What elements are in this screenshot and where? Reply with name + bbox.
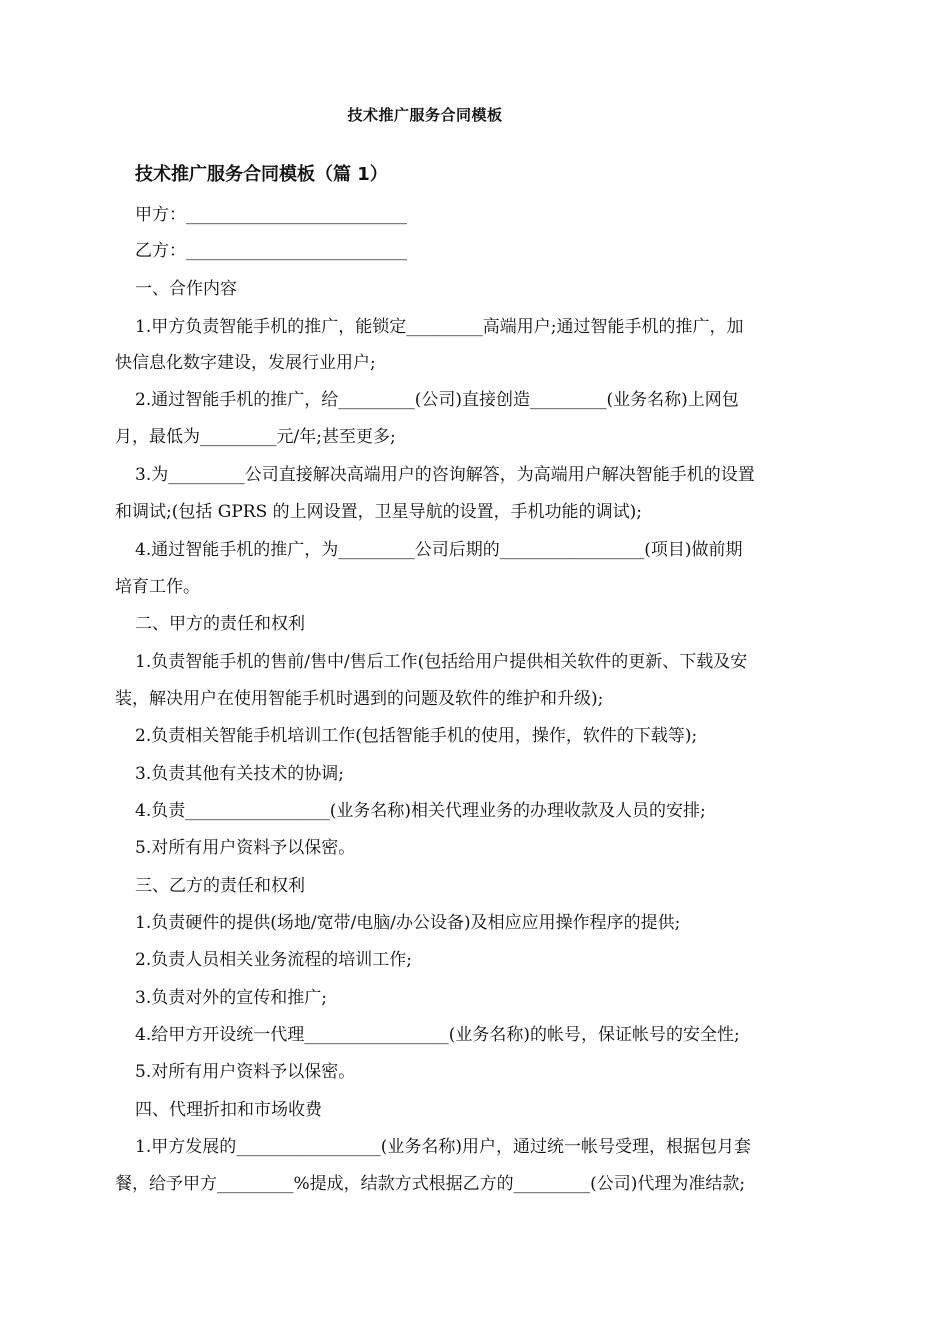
heading-discount-fees: 四、代理折扣和市场收费	[135, 1100, 322, 1120]
paragraph-line: 1.甲方负责智能手机的推广，能锁定_________高端用户;通过智能手机的推广，加	[135, 317, 744, 337]
paragraph-line: 5.对所有用户资料予以保密。	[135, 838, 356, 858]
heading-party-a-duties: 二、甲方的责任和权利	[135, 614, 305, 634]
paragraph-line: 1.负责硬件的提供(场地/宽带/电脑/办公设备)及相应应用操作程序的提供;	[135, 913, 681, 933]
party-a-line: 甲方：__________________________	[135, 205, 407, 225]
paragraph-line: 2.负责人员相关业务流程的培训工作;	[135, 950, 412, 970]
paragraph-line: 1.负责智能手机的售前/售中/售后工作(包括给用户提供相关软件的更新、下载及安	[135, 652, 748, 672]
paragraph-line: 2.通过智能手机的推广，给_________(公司)直接创造_________(业务名称)上网包	[135, 390, 739, 410]
paragraph-line: 3.负责对外的宣传和推广;	[135, 988, 327, 1008]
paragraph-line: 1.甲方发展的_________________(业务名称)用户，通过统一帐号受理，根据包月套	[135, 1137, 751, 1157]
heading-party-b-duties: 三、乙方的责任和权利	[135, 876, 305, 896]
heading-cooperation: 一、合作内容	[135, 279, 237, 299]
paragraph-line: 5.对所有用户资料予以保密。	[135, 1062, 356, 1082]
paragraph-line: 和调试;(包括 GPRS 的上网设置，卫星导航的设置，手机功能的调试);	[115, 502, 642, 522]
paragraph-line: 餐，给予甲方_________%提成，结款方式根据乙方的_________(公司)代理为准结款;	[115, 1174, 746, 1194]
paragraph-line: 培育工作。	[115, 577, 200, 597]
paragraph-line: 月，最低为_________元/年;甚至更多;	[115, 427, 396, 447]
paragraph-line: 4.通过智能手机的推广，为_________公司后期的_________________(项目)做前期	[135, 540, 743, 560]
party-b-line: 乙方：__________________________	[135, 241, 407, 261]
document-title: 技术推广服务合同模板	[347, 106, 503, 124]
paragraph-line: 3.负责其他有关技术的协调;	[135, 764, 344, 784]
paragraph-line: 装，解决用户在使用智能手机时遇到的问题及软件的维护和升级);	[115, 689, 604, 709]
paragraph-line: 3.为_________公司直接解决高端用户的咨询解答，为高端用户解决智能手机的设置	[135, 465, 755, 485]
paragraph-line: 快信息化数字建设，发展行业用户;	[115, 353, 376, 373]
paragraph-line: 4.负责_________________(业务名称)相关代理业务的办理收款及人员的安排;	[135, 801, 706, 821]
paragraph-line: 4.给甲方开设统一代理_________________(业务名称)的帐号，保证帐号的安全性;	[135, 1025, 740, 1045]
paragraph-line: 2.负责相关智能手机培训工作(包括智能手机的使用，操作，软件的下载等);	[135, 726, 698, 746]
section-title: 技术推广服务合同模板（篇 1）	[135, 164, 388, 185]
